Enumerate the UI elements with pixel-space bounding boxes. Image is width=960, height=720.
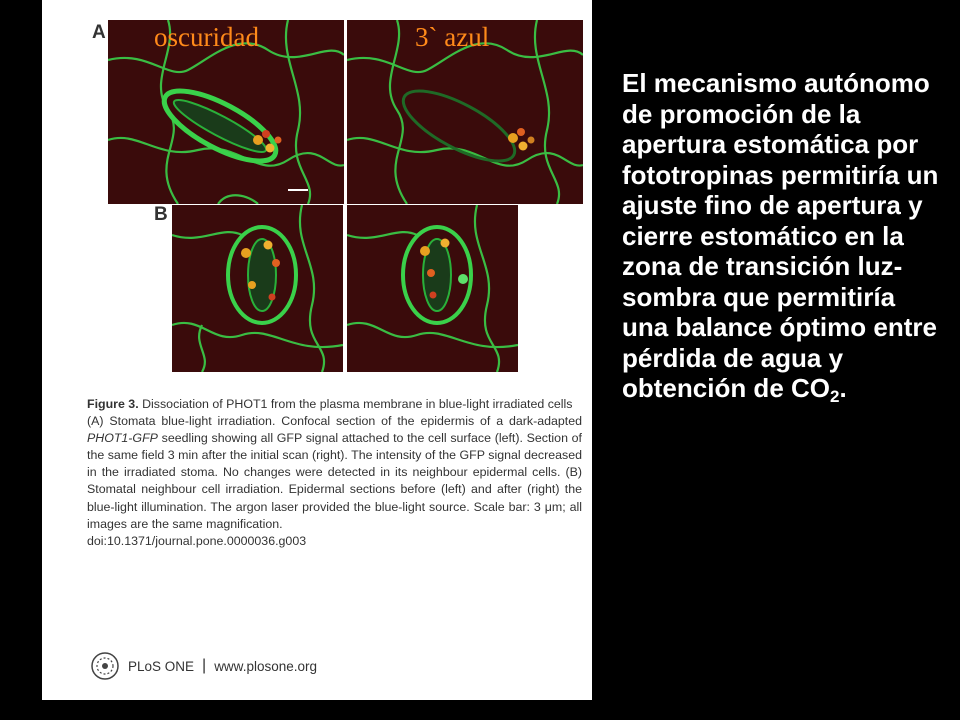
plos-footer	[90, 648, 450, 684]
figure-caption	[87, 396, 582, 550]
body-text-end: .	[839, 373, 847, 403]
caption-doi: doi:10.1371/journal.pone.0000036.g003	[87, 533, 307, 548]
label-3min-blue: 3` azul	[415, 22, 490, 52]
caption-title: Figure 3.	[87, 397, 139, 411]
caption-gene: PHOT1-GFP	[87, 431, 158, 446]
caption-text-2: seedling showing all GFP signal attached to the cell surface (left). Section of the same field 3 min after the initial scan (right). The intensity of the GFP signal decreased in the irradiated stoma. No changes were detected in its neighbour epidermal cells. (B) Stomatal neighbour cell irradiation. Epidermal sections before (left) and after (right) the blue-light illumination. The argon laser provided the blue-light source. Scale bar: 3 μm; all images are the same magnification.	[87, 431, 582, 531]
caption-title-rest: Dissociation of PHOT1 from the plasma membrane in blue-light irradiated cells	[138, 397, 573, 411]
micrograph-a-dark	[108, 20, 344, 204]
micrograph-b-before	[172, 205, 343, 372]
body-text-main: El mecanismo autónomo de promoción de la apertura estomática por fototropinas permitiría un ajuste fino de apertura y cierre estomático en la zona de transición luz-sombra que permitiría una balance óptimo entre pérdida de agua y obtención de CO	[622, 68, 939, 403]
micrograph-a-blue	[347, 20, 583, 204]
micrograph-b-after	[347, 205, 518, 372]
footer-separator: |	[202, 657, 207, 674]
caption-text-1: (A) Stomata blue-light irradiation. Confocal section of the epidermis of a dark-adapted	[87, 414, 582, 429]
panel-b-letter: B	[154, 204, 168, 225]
slide-body-text	[622, 68, 942, 404]
co2-subscript: 2	[830, 387, 840, 406]
footer-url: www.plosone.org	[214, 658, 317, 674]
plos-one-logo-icon	[90, 651, 120, 681]
footer-brand: PLoS ONE	[128, 658, 195, 674]
label-darkness: oscuridad	[154, 22, 259, 52]
panel-a-letter: A	[92, 22, 106, 43]
figure-panel	[42, 0, 592, 700]
